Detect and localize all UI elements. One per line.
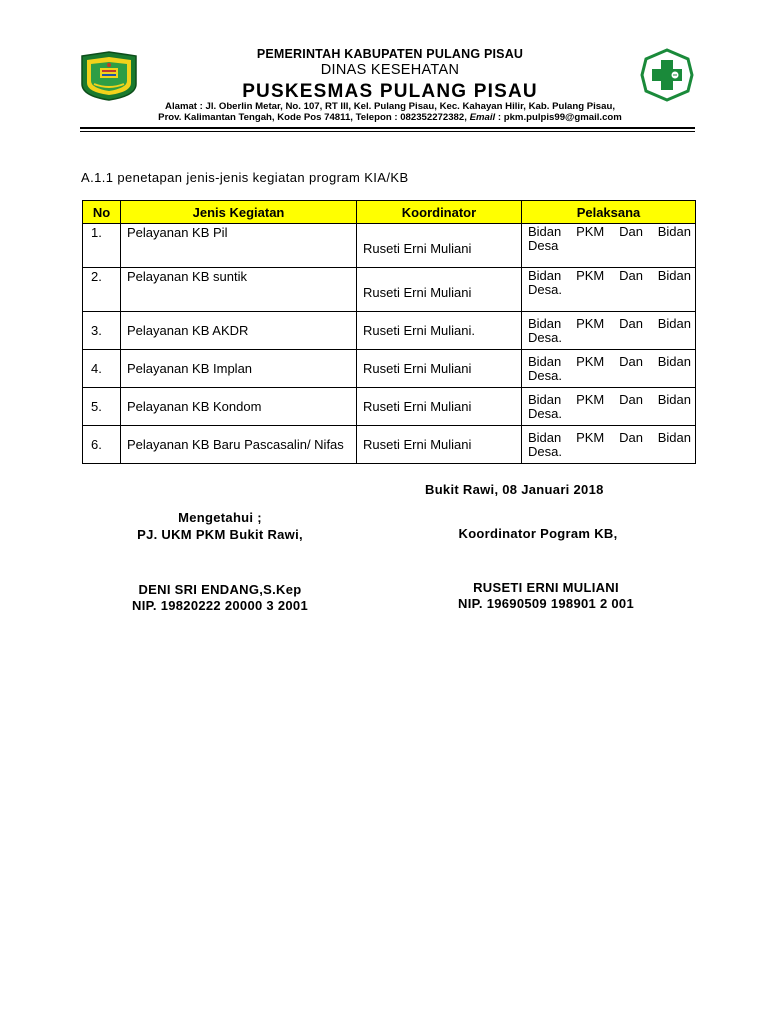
table-row <box>83 350 696 388</box>
left-signature-role: PJ. UKM PKM Bukit Rawi, <box>137 527 303 542</box>
table-row <box>83 426 696 464</box>
cell-no: 2. <box>83 268 121 312</box>
letterhead-rule-thick <box>80 127 695 129</box>
header-pelaksana: Pelaksana <box>522 201 696 224</box>
place-date: Bukit Rawi, 08 Januari 2018 <box>425 482 604 497</box>
cell-pelaksana: Bidan PKM Dan Bidan Desa <box>522 224 696 268</box>
header-jenis-kegiatan: Jenis Kegiatan <box>121 201 357 224</box>
letterhead-address-line1: Alamat : Jl. Oberlin Metar, No. 107, RT III, Kel. Pulang Pisau, Kec. Kahayan Hilir, Kab. Pulang Pisau, <box>165 101 615 112</box>
letterhead-institution: PUSKESMAS PULANG PISAU <box>242 81 538 102</box>
cell-jenis: Pelayanan KB Implan <box>121 350 357 388</box>
letterhead-government: PEMERINTAH KABUPATEN PULANG PISAU <box>256 47 524 61</box>
regency-emblem-icon <box>80 50 138 102</box>
cell-jenis: Pelayanan KB suntik <box>121 268 357 312</box>
table-header-row <box>83 201 696 224</box>
cell-jenis: Pelayanan KB Pil <box>121 224 357 268</box>
table-row <box>83 388 696 426</box>
cell-koordinator: Ruseti Erni Muliani <box>357 350 522 388</box>
cell-no: 4. <box>83 350 121 388</box>
header-koordinator: Koordinator <box>357 201 522 224</box>
right-signature-nip: NIP. 19690509 198901 2 001 <box>458 596 634 611</box>
document-title: A.1.1 penetapan jenis-jenis kegiatan program KIA/KB <box>81 170 409 185</box>
cell-no: 1. <box>83 224 121 268</box>
table-row <box>83 312 696 350</box>
puskesmas-cross-icon <box>640 48 694 102</box>
left-signature-label: Mengetahui ; <box>178 510 262 525</box>
cell-jenis: Pelayanan KB Kondom <box>121 388 357 426</box>
cell-no: 6. <box>83 426 121 464</box>
cell-koordinator: Ruseti Erni Muliani. <box>357 312 522 350</box>
cell-pelaksana: Bidan PKM Dan Bidan Desa. <box>522 426 696 464</box>
table-row <box>83 268 696 312</box>
right-signature-role: Koordinator Pogram KB, <box>458 526 618 541</box>
cell-pelaksana: Bidan PKM Dan Bidan Desa. <box>522 388 696 426</box>
left-signature-name: DENI SRI ENDANG,S.Kep <box>138 582 302 597</box>
cell-koordinator: Ruseti Erni Muliani <box>357 426 522 464</box>
cell-jenis: Pelayanan KB Baru Pascasalin/ Nifas <box>121 426 357 464</box>
cell-jenis: Pelayanan KB AKDR <box>121 312 357 350</box>
cell-pelaksana: Bidan PKM Dan Bidan Desa. <box>522 268 696 312</box>
cell-koordinator: Ruseti Erni Muliani <box>357 388 522 426</box>
table-row <box>83 224 696 268</box>
letterhead-department: DINAS KESEHATAN <box>320 62 460 78</box>
letterhead-address-line2: Prov. Kalimantan Tengah, Kode Pos 74811, Telepon : 082352272382, Email : pkm.pulpis99@gmail.com <box>158 112 622 123</box>
letterhead-rule-thin <box>80 131 695 132</box>
header-no: No <box>83 201 121 224</box>
cell-koordinator: Ruseti Erni Muliani <box>357 268 522 312</box>
activity-table <box>82 200 696 464</box>
cell-no: 3. <box>83 312 121 350</box>
cell-no: 5. <box>83 388 121 426</box>
cell-koordinator: Ruseti Erni Muliani <box>357 224 522 268</box>
left-signature-nip: NIP. 19820222 20000 3 2001 <box>132 598 308 613</box>
cell-pelaksana: Bidan PKM Dan Bidan Desa. <box>522 350 696 388</box>
cell-pelaksana: Bidan PKM Dan Bidan Desa. <box>522 312 696 350</box>
right-signature-name: RUSETI ERNI MULIANI <box>473 580 619 595</box>
